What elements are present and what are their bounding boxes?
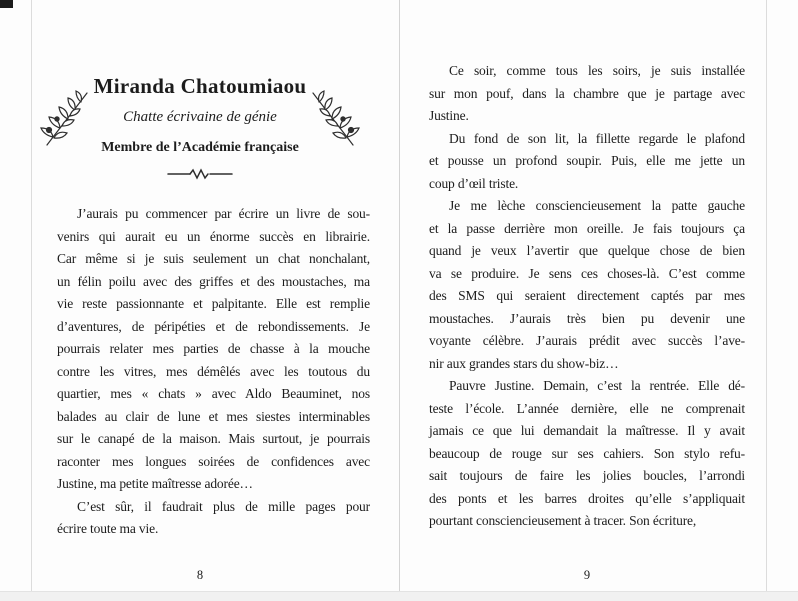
text-line: Car même si je suis seulement un chat nonchalant, [57,251,370,266]
chapter-subtitle: Chatte écrivaine de génie [123,109,277,125]
text-line: et la passe derrière mon oreille. Je fais toujours ça [429,220,745,236]
text-line: Je me lèche consciencieusement la patte gauche [449,198,745,213]
text-line: nir aux grandes stars du show-biz… [429,355,619,371]
text-line: Justine. [429,108,469,123]
text-line: Pauvre Justine. Demain, c’est la rentrée. Elle dé- [449,378,745,393]
text-line: moustaches. J’aurais très bien pu devenir une [429,310,745,326]
text-line: coup d’œil triste. [429,175,519,191]
page-bottom-edge [0,591,798,601]
text-line: des ponts et les barres droites qu’elle s’appliquait [429,490,745,506]
right-page-number: 9 [583,568,591,582]
text-line: Ce soir, comme tous les soirs, je suis installée [449,63,745,78]
text-line: jamais ce que lui demandait la maîtresse. Il y avait [429,423,745,438]
paragraph [57,203,370,496]
text-line: vie reste passionnante et palpitante. Elle est remplie [57,296,370,311]
left-page-number: 8 [196,568,204,582]
text-line: raconter mes longues soirées de confidences avec [57,453,370,469]
text-line: quartier, mes « chats » avec Aldo Beauminet, nos [57,386,370,401]
text-line: écrire toute ma vie. [57,521,159,536]
text-line: balades au clair de lune et mes siestes interminables [57,408,370,424]
chapter-title: Miranda Chatoumiaou [93,74,307,98]
text-line: Justine, ma petite maîtresse adorée… [57,476,253,491]
text-line: sur le canapé de la maison. Mais surtout, je pourrais [57,431,370,446]
page-left-edge [31,0,32,601]
squiggle-divider-icon [40,167,360,186]
text-line: venirs qui aurait eu un énorme succès en librairie. [57,228,370,244]
text-line: d’aventures, de péripéties et de rebondissements. Je [57,318,370,334]
page-right-edge [766,0,767,601]
text-line: pourtant consciencieusement à tracer. Son écriture, [429,513,697,528]
text-line: un félin poilu avec des griffes et des moustaches, ma [57,273,370,289]
text-line: voyante célèbre. J’aurais prédit avec succès l’ave- [429,333,745,348]
left-page-text [57,203,370,541]
text-line: Du fond de son lit, la fillette regarde le plafond [449,130,745,146]
text-line: teste l’école. L’année dernière, elle ne comprenait [429,400,745,416]
paragraph [57,496,370,541]
corner-mark [0,0,13,8]
text-line: et pousse un profond soupir. Puis, elle me jette un [429,153,745,168]
right-page-text [429,60,745,533]
text-line: C’est sûr, il faudrait plus de mille pages pour [77,498,370,514]
text-line: des SMS qui seraient directement captés par mes [429,288,745,303]
chapter-header [40,74,360,156]
chapter-membership: Membre de l’Académie française [101,140,299,155]
text-line: pourrais relater mes parties de chasse à la mouche [57,341,370,356]
text-line: va se produire. Je sens ces choses-là. C’est comme [429,265,745,281]
text-line: sur mon pouf, dans la chambre que je partage avec [429,85,745,101]
text-line: quand je veux l’avertir que quelque chose de bien [429,243,745,258]
text-line: sait toujours de faire les jolies boucles, l’arrondi [429,468,745,483]
text-line: contre les vitres, mes démêlés avec les toutous du [57,363,370,379]
paragraph [429,195,745,375]
text-line: beaucoup de rouge sur ses cahiers. Son stylo refu- [429,445,745,461]
text-line: J’aurais pu commencer par écrire un livre de sou- [77,206,370,221]
page-gutter [399,0,400,601]
paragraph [429,60,745,128]
paragraph [429,375,745,533]
paragraph [429,128,745,196]
